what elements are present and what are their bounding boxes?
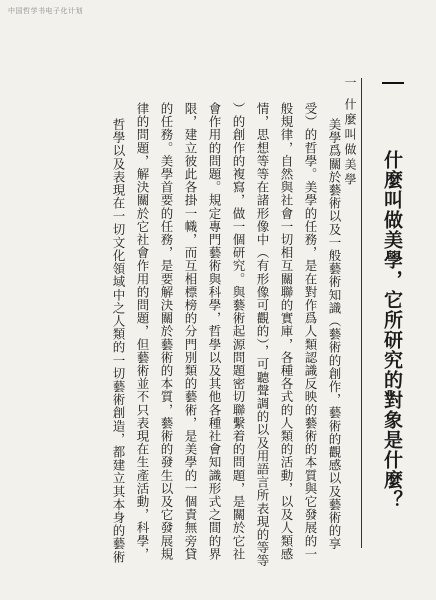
- body-line: 般規律，自然與社會一切相互關聯的實庫，各種各式的人類的活動，以及人類感: [279, 102, 294, 561]
- body-line: 哲學以及表現在一切文化領域中之人類的一切藝術創造，都建立其本身的藝術: [111, 118, 126, 564]
- chapter-number-mark: [382, 82, 404, 84]
- body-line: 情，思想等等在諸形像中（有形像可觀的），可聽聲調的以及用語言所表現的等等: [255, 102, 270, 568]
- body-line: 會作用的問題。規定專門藝術與科學，哲學以及其他各種社會知識形式之間的界: [207, 102, 222, 561]
- body-line: 限，建立彼此各掛一幟，而互相標榜的分門別類的藝術，是美學的一個責無旁貸: [183, 102, 198, 561]
- body-line: 的任務。美學首要的任務，是要解決關於藝術的本質，藝術的發生以及它發展規: [159, 102, 174, 561]
- watermark: 中国哲学书电子化计划: [8, 7, 83, 15]
- body-line: 受）的哲學。美學的任務，是在對作爲人類認識反映的藝術的本質與它發展的一: [303, 102, 318, 561]
- running-head: 一 什麼叫做美學: [343, 76, 357, 188]
- body-line: ）的創作的複寫，做一個研究。與藝術起源問題密切聯繫着的問題，是關於它社: [231, 102, 246, 561]
- header-rule: [361, 78, 362, 548]
- body-line: 律的問題，解決關於它社會作用的問題，但藝術並不只表現在生產活動，科學，: [135, 102, 150, 561]
- chapter-title: 什麼叫做美學，它所研究的對象是什麼？: [381, 150, 403, 510]
- body-line: 美學爲關於藝術以及一般藝術知識（藝術的創作，藝術的觀感以及藝術的享: [327, 118, 342, 551]
